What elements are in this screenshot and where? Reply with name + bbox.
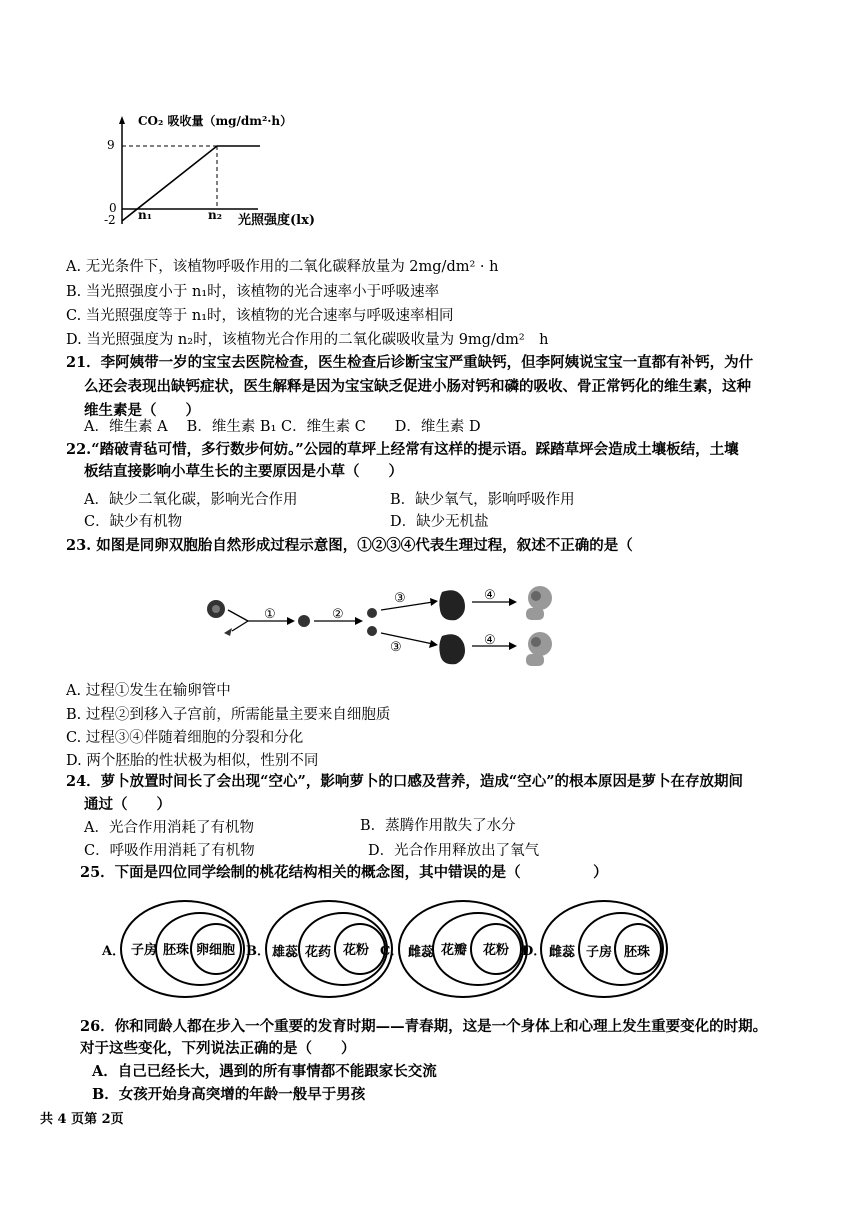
q22-option-a: A．缺少二氧化碳，影响光合作用 xyxy=(84,492,298,508)
diagram-d-inner-label: 胚珠 xyxy=(624,945,651,960)
x-tick-n2: n₂ xyxy=(208,208,222,222)
q24-option-b: B．蒸腾作用散失了水分 xyxy=(360,818,516,834)
q22-option-c: C．缺少有机物 xyxy=(84,514,183,530)
q24-line-2: 通过（ ） xyxy=(84,796,171,813)
embryo-cell-top xyxy=(367,608,377,618)
fetus-bottom xyxy=(526,632,552,666)
embryo-cell-bottom xyxy=(367,626,377,636)
q20-option-a: A. 无光条件下，该植物呼吸作用的二氧化碳释放量为 2mg/dm² · h xyxy=(66,259,499,275)
diagram-c-middle-label: 花瓣 xyxy=(441,943,468,958)
q23-stem: 23. 如图是同卵双胞胎自然形成过程示意图，①②③④代表生理过程，叙述不正确的是（ xyxy=(66,537,633,554)
fetus-top xyxy=(526,586,552,620)
q23-option-b: B. 过程②到移入子宫前，所需能量主要来自细胞质 xyxy=(66,707,391,723)
q24-option-d: D．光合作用释放出了氧气 xyxy=(368,843,540,859)
arrow-4-top-head xyxy=(509,598,517,606)
diagram-a-letter: A． xyxy=(102,944,126,959)
process-label-1: ① xyxy=(264,607,276,622)
x-tick-n1: n₁ xyxy=(138,208,152,222)
diagram-a-middle-label: 胚珠 xyxy=(163,943,190,958)
q20-option-b: B. 当光照强度小于 n₁时，该植物的光合速率小于呼吸速率 xyxy=(66,284,440,300)
diagram-a-outer-label: 子房 xyxy=(131,943,158,958)
q24-line-1: 24．萝卜放置时间长了会出现“空心”，影响萝卜的口感及营养，造成“空心”的根本原因是萝卜在存放期间 xyxy=(66,773,744,790)
co2-graph xyxy=(100,108,315,233)
process-label-4-top: ④ xyxy=(484,588,496,603)
q22-line-2: 板结直接影响小草生长的主要原因是小草（ ） xyxy=(84,463,403,480)
arrow-3-bottom xyxy=(381,633,433,644)
q20-option-c: C. 当光照强度等于 n₁时，该植物的光合速率与呼吸速率相同 xyxy=(66,308,454,324)
embryo-top xyxy=(439,590,465,620)
q25-stem: 25．下面是四位同学绘制的桃花结构相关的概念图，其中错误的是（ ） xyxy=(80,864,608,881)
q22-line-1: 22.“踏破青毡可惜，多行数步何妨。”公园的草坪上经常有这样的提示语。踩踏草坪会造成土壤板结，土壤 xyxy=(66,441,739,458)
twins-diagram xyxy=(200,586,580,676)
diagram-a-inner-label: 卵细胞 xyxy=(196,943,236,958)
arrow-3-bottom-head xyxy=(429,640,438,648)
q26-option-a: A．自己已经长大，遇到的所有事情都不能跟家长交流 xyxy=(92,1063,437,1080)
arrow-1-head xyxy=(287,617,295,625)
diagram-c-outer-label: 雌蕊 xyxy=(408,945,435,960)
diagram-b-letter: B． xyxy=(246,944,270,959)
process-label-4-bottom: ④ xyxy=(484,633,496,648)
y-tick-0: 0 xyxy=(109,201,117,215)
embryo-bottom xyxy=(439,634,465,664)
q24-option-c: C．呼吸作用消耗了有机物 xyxy=(84,843,255,859)
y-axis-arrow xyxy=(119,116,125,124)
diagram-b-middle-label: 花药 xyxy=(305,945,332,960)
q22-option-d: D．缺少无机盐 xyxy=(390,514,489,530)
q26-option-b: B．女孩开始身高突增的年龄一般早于男孩 xyxy=(92,1086,366,1103)
arrow-2-head xyxy=(355,617,363,625)
q21-line-1: 21．李阿姨带一岁的宝宝去医院检查，医生检查后诊断宝宝严重缺钙，但李阿姨说宝宝一直都有补钙，为什 xyxy=(66,354,754,371)
diagram-d-middle-label: 子房 xyxy=(586,945,613,960)
sperm-cell xyxy=(224,628,232,636)
q21-line-2: 么还会表现出缺钙症状，医生解释是因为宝宝缺乏促进小肠对钙和磷的吸收、骨正常钙化的维生素，这种 xyxy=(84,378,751,395)
diagram-b-inner-label: 花粉 xyxy=(343,943,370,958)
graph-xlabel: 光照强度(lx) xyxy=(238,213,315,228)
arrow-4-bottom-head xyxy=(509,642,517,650)
q23-option-c: C. 过程③④伴随着细胞的分裂和分化 xyxy=(66,730,304,746)
fusion-line-bottom xyxy=(232,621,248,631)
diagram-c-inner-label: 花粉 xyxy=(483,943,510,958)
egg-nucleus xyxy=(212,605,220,613)
q21-line-3: 维生素是（ ） xyxy=(84,402,200,419)
process-label-3-top: ③ xyxy=(394,591,406,606)
arrow-3-top-head xyxy=(430,598,438,606)
page-footer: 共 4 页第 2页 xyxy=(40,1112,124,1127)
graph-ylabel: CO₂ 吸收量（mg/dm²·h） xyxy=(138,114,293,128)
q22-option-b: B．缺少氧气，影响呼吸作用 xyxy=(390,492,575,508)
y-tick-9: 9 xyxy=(107,138,115,152)
q21-options: A．维生素 A B．维生素 B₁ C．维生素 C D．维生素 D xyxy=(84,419,481,435)
diagram-c-letter: C． xyxy=(380,944,404,959)
process-label-2: ② xyxy=(332,607,344,622)
q23-option-d: D. 两个胚胎的性状极为相似，性别不同 xyxy=(66,753,319,769)
y-tick-neg2: -2 xyxy=(104,213,116,227)
process-label-3-bottom: ③ xyxy=(390,640,402,655)
q20-option-d: D. 当光照强度为 n₂时，该植物光合作用的二氧化碳吸收量为 9mg/dm² h xyxy=(66,332,549,348)
diagram-b-outer-label: 雄蕊 xyxy=(272,945,299,960)
zygote xyxy=(298,615,310,627)
q26-line-1: 26．你和同龄人都在步入一个重要的发育时期——青春期，这是一个身体上和心理上发生重要变化的时期。 xyxy=(80,1018,768,1035)
q23-option-a: A. 过程①发生在输卵管中 xyxy=(66,683,231,699)
twins-diagram-svg xyxy=(200,586,580,676)
arrow-3-top xyxy=(381,602,433,610)
diagram-d-letter: D． xyxy=(522,944,547,959)
q24-option-a: A．光合作用消耗了有机物 xyxy=(84,820,254,836)
diagram-d-outer-label: 雌蕊 xyxy=(549,945,576,960)
fusion-line-top xyxy=(228,610,248,621)
q26-line-2: 对于这些变化，下列说法正确的是（ ） xyxy=(80,1040,356,1057)
